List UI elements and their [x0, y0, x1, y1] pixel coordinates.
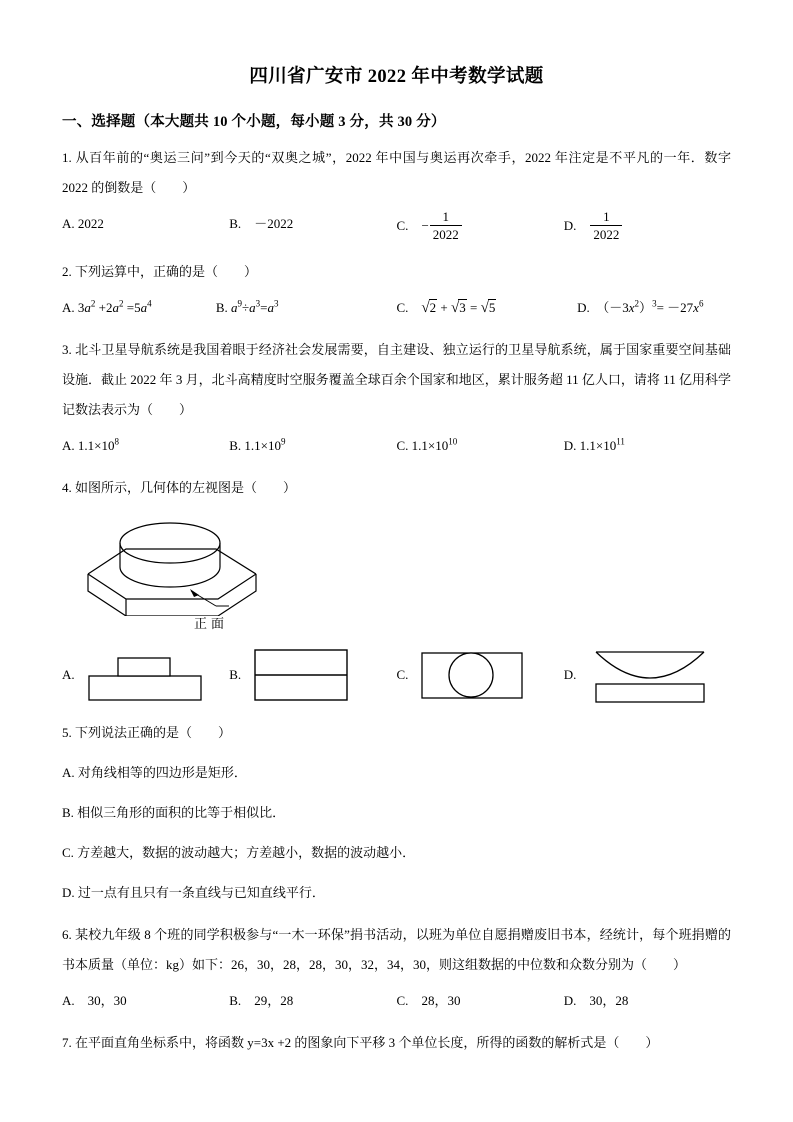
question-1 [62, 143, 731, 203]
question-4-stem: 4. 如图所示，几何体的左视图是（ ） [62, 480, 297, 495]
option-3-b[interactable]: B. $1.1\times 10^9$ [229, 436, 286, 453]
question-2-stem: 2. 下列运算中，正确的是（ ） [62, 264, 258, 279]
front-face-label: 正面 [194, 616, 229, 631]
option-4-c[interactable]: C. [397, 645, 564, 705]
option-1-b[interactable]: B. －2022 [229, 216, 294, 231]
question-1-stem: 1. 从百年前的“奥运三问”到今天的“双奥之城”，2022 年中国与奥运再次牵手，2022 年注定是不平凡的一年．数字 2022 的倒数是（ ） [62, 150, 731, 195]
option-3-a[interactable]: A. $1.1\times 10^8$ [62, 436, 119, 453]
question-4-options [62, 644, 731, 706]
fraction-d: $\frac{1}{2022}$ [590, 208, 622, 244]
option-2-d[interactable]: D. $(-3x^2)^3= -27x^6$ [577, 298, 704, 315]
question-6 [62, 920, 731, 980]
fraction-c: $\frac{1}{2022}$ [430, 208, 462, 244]
option-4-a[interactable]: A. [62, 648, 229, 703]
question-6-stem: 6. 某校九年级 8 个班的同学积极参与“一木一环保”捐书活动，以班为单位自愿捐赠废旧书本，经统计，每个班捐赠的书本质量（单位：kg）如下：26，30，28，28，30，32，34，30，则这组数据的中位数和众数分别为（ ） [62, 927, 732, 972]
page-title: 四川省广安市 2022 年中考数学试题 [249, 67, 544, 87]
question-6-options [62, 986, 731, 1016]
option-5-a[interactable]: A. 对角线相等的四边形是矩形． [62, 765, 247, 780]
question-1-number: 1. [62, 150, 72, 165]
option-1-c[interactable]: C. − $\frac{1}{2022}$ [397, 209, 564, 245]
option-2-b[interactable]: B. $a^9\div a^3=a^3$ [215, 298, 279, 315]
option-1-d[interactable]: D. $\frac{1}{2022}$ [564, 209, 731, 245]
section-heading: 一、选择题（本大题共 10 个小题，每小题 3 分，共 30 分） [62, 114, 446, 130]
sqrt-5: √5 [480, 300, 496, 316]
question-2-options [62, 293, 731, 323]
sqrt-2: √2 [421, 300, 437, 316]
option-6-c[interactable]: C. 28，30 [396, 993, 461, 1008]
question-3 [62, 335, 731, 425]
option-6-d[interactable]: D. 30，28 [563, 993, 629, 1008]
option-6-b[interactable]: B. 29，28 [229, 993, 294, 1008]
shape-bowl-above-rect [582, 644, 717, 706]
shape-circle-in-rect [414, 645, 529, 705]
question-5-stem: 5. 下列说法正确的是（ ） [62, 725, 232, 740]
question-4-figure [66, 511, 731, 632]
shape-rect-split-horizontal [247, 645, 357, 705]
sqrt-3: √3 [451, 300, 466, 316]
question-3-options [62, 431, 731, 461]
question-2 [62, 257, 731, 287]
shape-small-rect-on-wide-rect [81, 648, 206, 703]
solid-cylinder-on-prism-diagram [66, 511, 286, 616]
question-5-options [62, 758, 731, 908]
option-2-a[interactable]: A. $3a^2 +2a^2 =5a^4$ [62, 298, 152, 315]
option-4-d[interactable]: D. [564, 644, 731, 706]
option-4-b[interactable]: B. [229, 645, 396, 705]
question-3-stem: 3. 北斗卫星导航系统是我国着眼于经济社会发展需要，自主建设、独立运行的卫星导航系统，属于国家重要空间基础设施．截止 2022 年 3 月，北斗高精度时空服务覆盖全球百余个国家和地区，累计服务超 11 亿人口，请将 11 亿用科学记数法表示为（ ） [62, 342, 731, 417]
option-5-c[interactable]: C. 方差越大，数据的波动越大；方差越小，数据的波动越小． [62, 845, 416, 860]
question-7-stem: 7. 在平面直角坐标系中，将函数 y=3x +2 的图象向下平移 3 个单位长度，所得的函数的解析式是（ ） [62, 1035, 659, 1050]
question-5 [62, 718, 731, 748]
question-7 [62, 1028, 731, 1058]
option-2-c[interactable]: C. √2 + √3 = √5 [396, 293, 577, 323]
option-3-d[interactable]: D. $1.1\times 10^{11}$ [563, 436, 625, 453]
option-5-d[interactable]: D. 过一点有且只有一条直线与已知直线平行． [62, 885, 325, 900]
option-6-a[interactable]: A. 30，30 [62, 993, 127, 1008]
option-5-b[interactable]: B. 相似三角形的面积的比等于相似比． [62, 805, 286, 820]
question-4 [62, 473, 731, 503]
question-1-options [62, 209, 731, 245]
option-3-c[interactable]: C. $1.1\times 10^{10}$ [396, 436, 458, 453]
option-1-a[interactable]: A. 2022 [62, 216, 104, 231]
